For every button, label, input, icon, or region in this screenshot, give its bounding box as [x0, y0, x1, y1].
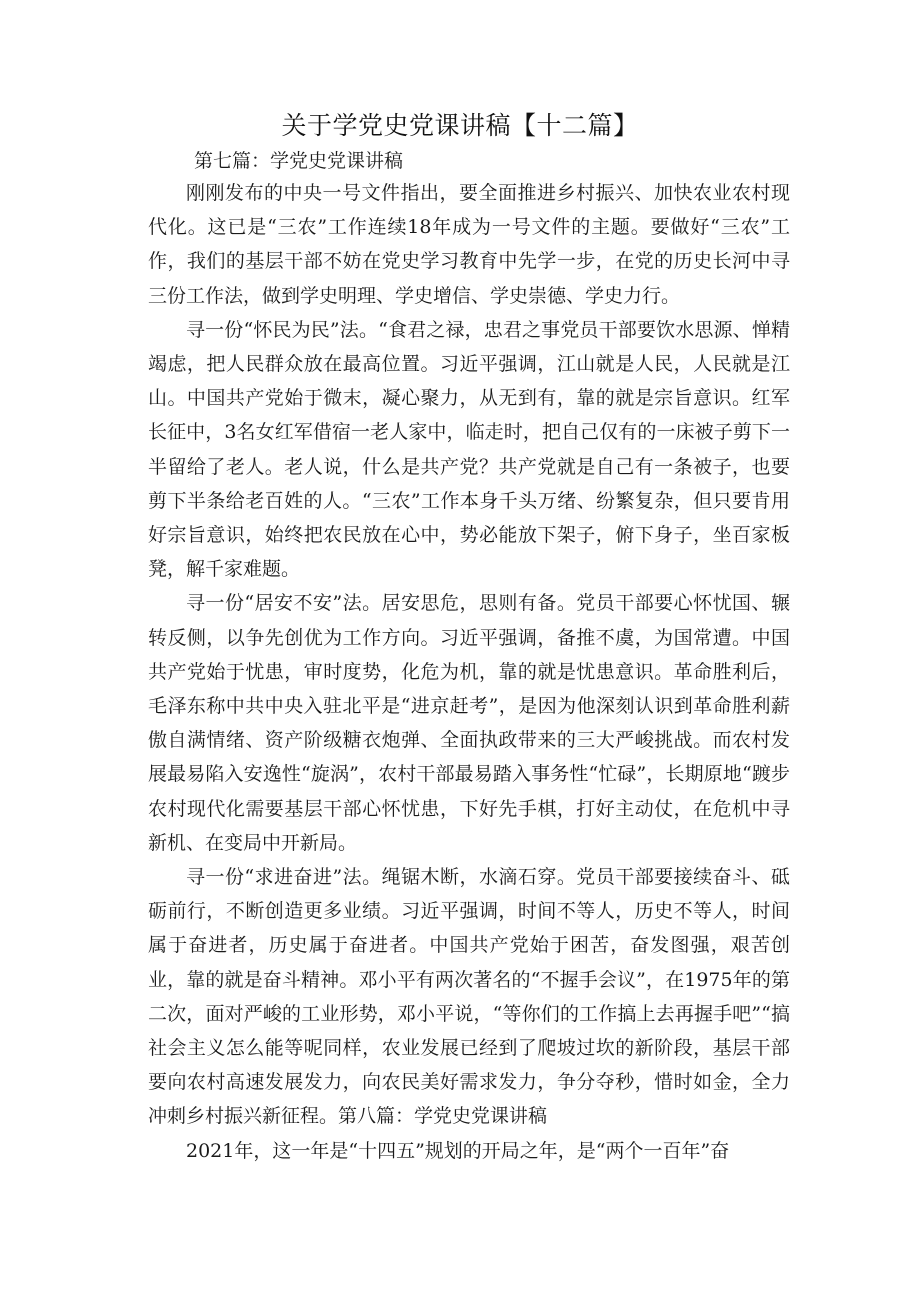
paragraph-huaimin: 寻一份“怀民为民”法。“食君之禄，忠君之事党员干部要饮水思源、惮精竭虑，把人民群众放在最高位置。习近平强调，江山就是人民，人民就是江山。中国共产党始于微末，凝心聚力，从无到有，靠的就是宗旨意识。红军长征中，3名女红军借宿一老人家中，临走时，把自己仅有的一床被子剪下一半留给了老人。老人说，什么是共产党？共产党就是自己有一条被子，也要剪下半条给老百姓的人。“三农”工作本身千头万绪、纷繁复杂，但只要肯用好宗旨意识，始终把农民放在心中，势必能放下架子，俯下身子，坐百家板凳，解千家难题。: [148, 318, 790, 581]
paragraph-qiujin: 寻一份“求进奋进”法。绳锯木断，水滴石穿。党员干部要接续奋斗、砥砺前行，不断创造更多业绩。习近平强调，时间不等人，历史不等人，时间属于奋进者，历史属于奋进者。中国共产党始于困苦，奋发图强，艰苦创业，靠的就是奋斗精神。邓小平有两次著名的“不握手会议”，在1975年的第二次，面对严峻的工业形势，邓小平说，“等你们的工作搞上去再握手吧”“搞社会主义怎么能等呢同样，农业发展已经到了爬坡过坎的新阶段，基层干部要向农村高速发展发力，向农民美好需求发力，争分夺秒，惜时如金，全力冲刺乡村振兴新征程。第八篇：学党史党课讲稿: [148, 866, 790, 1128]
paragraph-intro: 刚刚发布的中央一号文件指出，要全面推进乡村振兴、加快农业农村现代化。这已是“三农”工作连续18年成为一号文件的主题。要做好“三农”工作，我们的基层干部不妨在党史学习教育中先学一步，在党的历史长河中寻三份工作法，做到学史明理、学史增信、学史崇德、学史力行。: [148, 182, 790, 307]
paragraph-juan: 寻一份“居安不安”法。居安思危，思则有备。党员干部要心怀忧国、辗转反侧，以争先创优为工作方向。习近平强调，备推不虞，为国常遭。中国共产党始于忧患，审时度势，化危为机，靠的就是忧患意识。革命胜利后，毛泽东称中共中央入驻北平是“进京赶考”，是因为他深刻认识到革命胜利薪傲自满情绪、资产阶级糖衣炮弹、全面执政带来的三大严峻挑战。而农村发展最易陷入安逸性“旋涡”，农村干部最易踏入事务性“忙碌”，长期原地“踱步农村现代化需要基层干部心怀忧患，下好先手棋，打好主动仗，在危机中寻新机、在变局中开新局。: [148, 592, 790, 854]
document-body: [148, 176, 790, 1168]
paragraph-2021: 2021年，这一年是“十四五”规划的开局之年，是“两个一百年”奋: [186, 1139, 730, 1162]
document-title: 关于学党史党课讲稿【十二篇】: [281, 111, 639, 140]
section-heading: 第七篇：学党史党课讲稿: [194, 150, 404, 172]
